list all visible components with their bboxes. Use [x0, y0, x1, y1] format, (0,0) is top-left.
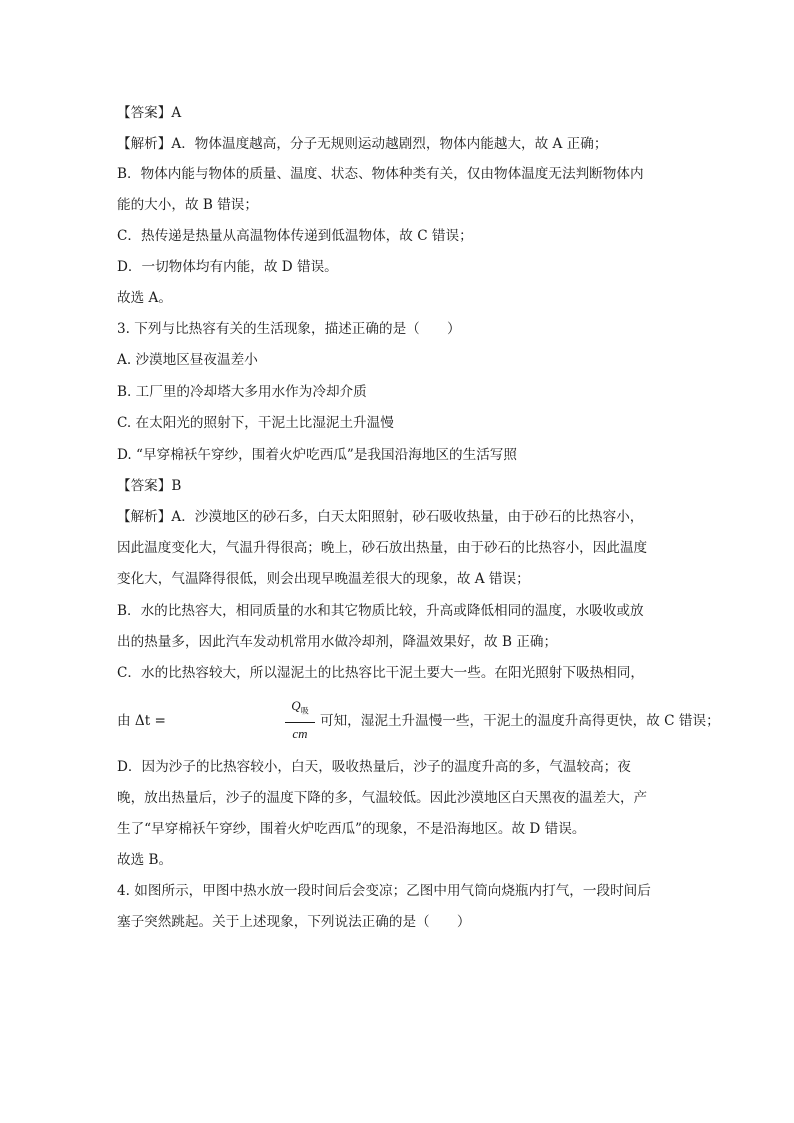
question-4-stem-line1: 4. 如图所示，甲图中热水放一段时间后会变凉；乙图中用气筒向烧瓶内打气，一段时间后 — [117, 883, 651, 899]
analysis-3-a-line3: 变化大，气温降得很低，则会出现早晚温差很大的现象，故 A 错误； — [117, 571, 530, 587]
analysis-1-b-line1: B．物体内能与物体的质量、温度、状态、物体种类有关，仅由物体温度无法判断物体内 — [117, 166, 644, 182]
analysis-3-b-line2: 出的热量多，因此汽车发动机常用水做冷却剂，降温效果好，故 B 正确； — [117, 634, 558, 650]
conclusion-3: 故选 B。 — [117, 852, 173, 868]
analysis-1-b-line2: 能的大小，故 B 错误； — [117, 197, 258, 213]
question-3-option-a: A. 沙漠地区昼夜温差小 — [117, 352, 258, 368]
formula-suffix: 可知，湿泥土升温慢一些，干泥土的温度升高得更快，故 C 错误； — [320, 713, 720, 729]
answer-3: 【答案】B — [117, 478, 182, 494]
analysis-3-a-line1: 【解析】A．沙漠地区的砂石多，白天太阳照射，砂石吸收热量，由于砂石的比热容小， — [117, 509, 644, 525]
fraction-bar — [285, 722, 315, 723]
analysis-1-d: D．一切物体均有内能，故 D 错误。 — [117, 259, 338, 275]
analysis-3-d-line2: 晚，放出热量后，沙子的温度下降的多，气温较低。因此沙漠地区白天黑夜的温差大，产 — [117, 790, 648, 806]
formula-prefix: 由 Δt = — [117, 713, 166, 729]
analysis-3-b-line1: B．水的比热容大，相同质量的水和其它物质比较，升高或降低相同的温度，水吸收或放 — [117, 603, 644, 619]
analysis-3-d-line3: 生了“早穿棉袄午穿纱，围着火炉吃西瓜”的现象，不是沿海地区。故 D 错误。 — [117, 821, 586, 837]
formula-fraction — [285, 697, 315, 742]
analysis-1-a: 【解析】A．物体温度越高，分子无规则运动越剧烈，物体内能越大，故 A 正确； — [117, 136, 608, 152]
question-3-option-c: C. 在太阳光的照射下，干泥土比湿泥土升温慢 — [117, 415, 394, 431]
analysis-3-c-line1: C．水的比热容较大，所以湿泥土的比热容比干泥土要大一些。在阳光照射下吸热相同， — [117, 665, 644, 681]
question-3-option-d: D. “早穿棉袄午穿纱，围着火炉吃西瓜”是我国沿海地区的生活写照 — [117, 447, 517, 463]
analysis-3-d-line1: D．因为沙子的比热容较小，白天，吸收热量后，沙子的温度升高的多，气温较高；夜 — [117, 759, 631, 775]
question-4-stem-line2: 塞子突然跳起。关于上述现象，下列说法正确的是（ ） — [117, 914, 471, 930]
formula-numerator: $Q_吸$ — [291, 698, 309, 716]
formula-denominator: cm — [292, 725, 308, 741]
analysis-3-a-line2: 因此温度变化大，气温升得很高；晚上，砂石放出热量，由于砂石的比热容小，因此温度 — [117, 540, 648, 556]
answer-1: 【答案】A — [117, 105, 182, 121]
question-3-option-b: B. 工厂里的冷却塔大多用水作为冷却介质 — [117, 384, 367, 400]
conclusion-1: 故选 A。 — [117, 290, 172, 306]
analysis-1-c: C．热传递是热量从高温物体传递到低温物体，故 C 错误； — [117, 228, 473, 244]
question-3-stem: 3. 下列与比热容有关的生活现象，描述正确的是（ ） — [117, 321, 461, 337]
formula-line — [117, 697, 720, 741]
